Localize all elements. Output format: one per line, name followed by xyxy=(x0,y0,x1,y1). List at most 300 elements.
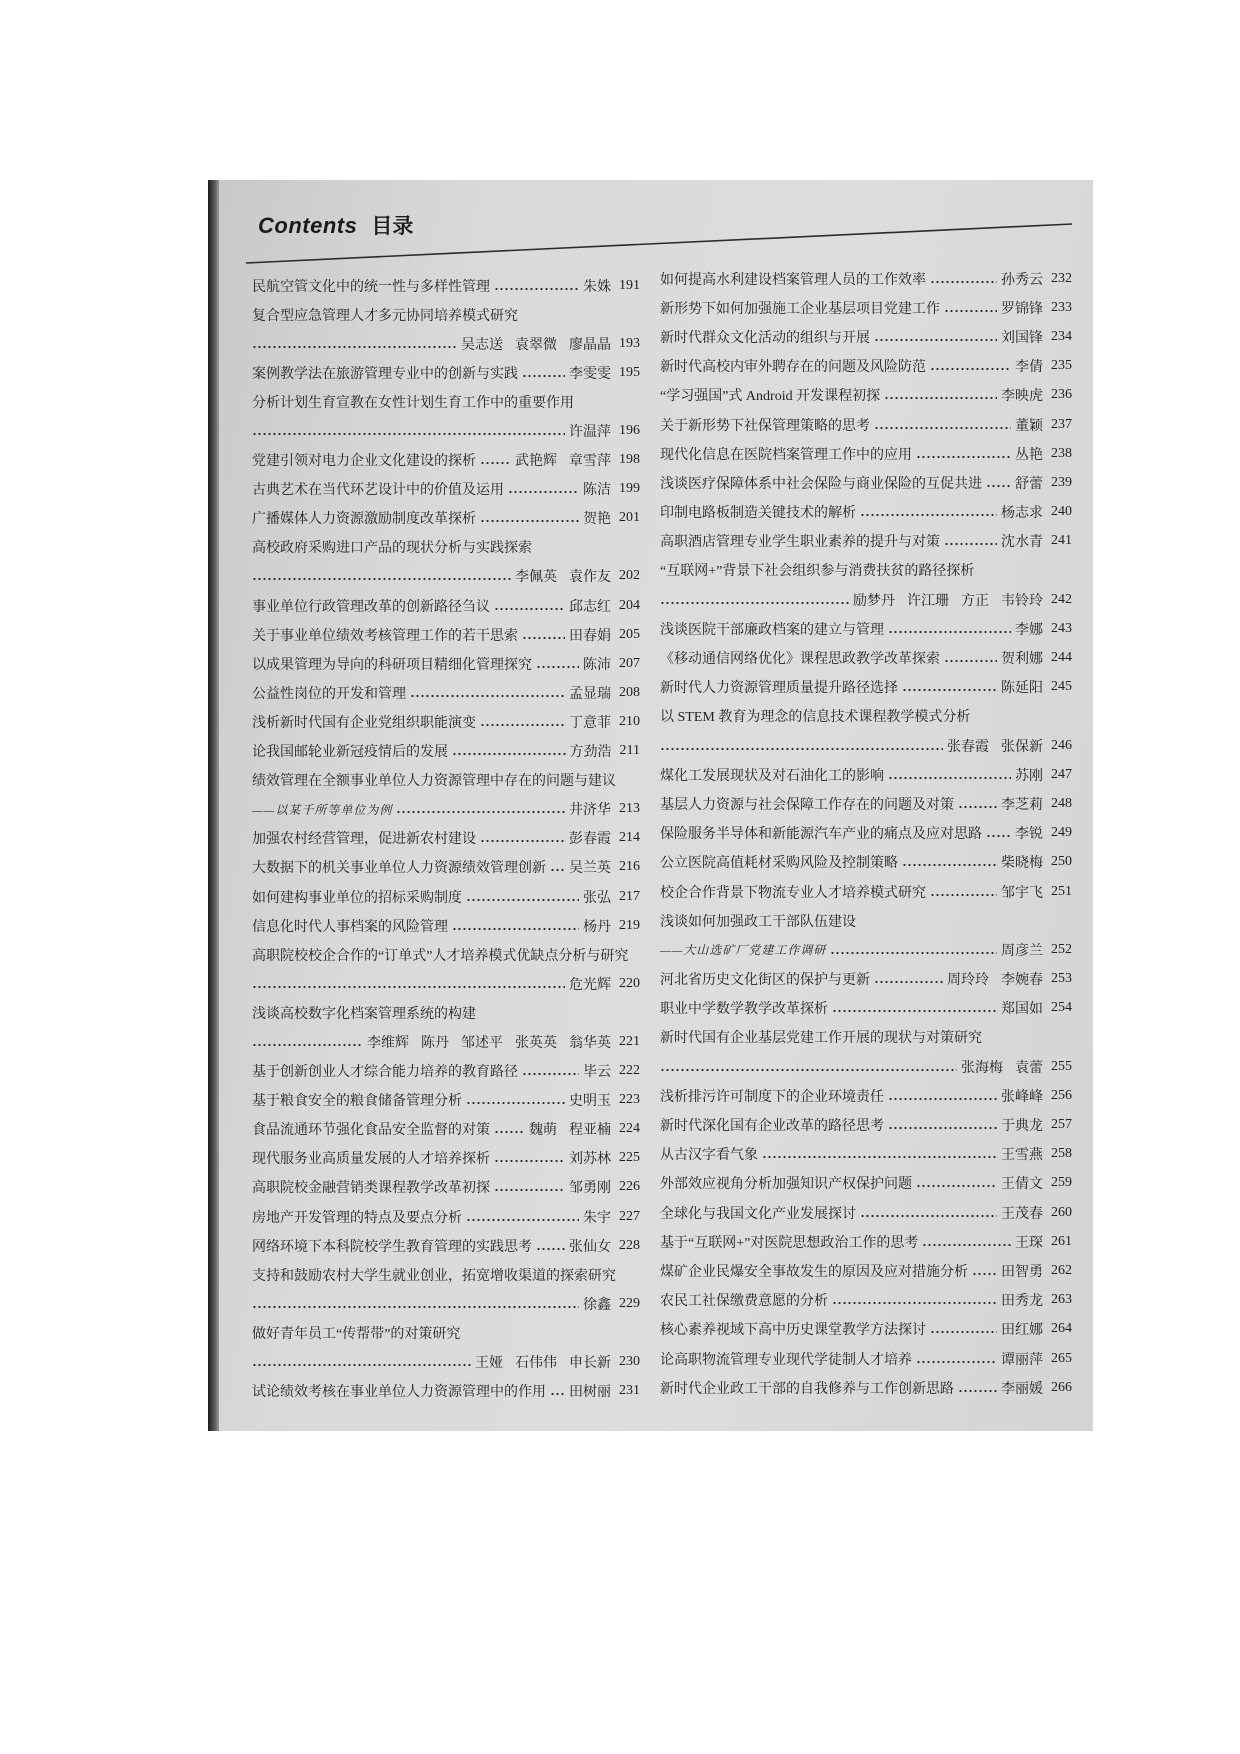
toc-left-column xyxy=(252,271,640,1406)
toc-entry-author: 武艳辉 xyxy=(515,454,557,470)
toc-entry-subtitle: ——以某千所等单位为例 xyxy=(252,802,393,817)
toc-entry-author: 李倩 xyxy=(1015,360,1043,376)
toc-entry-author: 李佩英 xyxy=(515,570,557,586)
toc-entry-title: 新时代深化国有企业改革的路径思考 xyxy=(660,1119,884,1135)
toc-entry-line xyxy=(660,673,1072,702)
toc-entry-author: 翁华英 xyxy=(569,1035,611,1051)
toc-entry-authors xyxy=(1015,619,1043,639)
toc-entry-title: 保险服务半导体和新能源汽车产业的痛点及应对思路 xyxy=(660,827,982,843)
toc-entry-author: 刘苏林 xyxy=(569,1152,611,1168)
toc-entry-author: 章雪萍 xyxy=(569,454,611,470)
toc-entry-author: 危光辉 xyxy=(569,977,611,993)
toc-entry-authors xyxy=(569,596,611,616)
toc-entry-line xyxy=(252,1144,640,1173)
toc-entry-author: 张春霞 xyxy=(947,739,989,755)
toc-entry-title: 关于新形势下社保管理策略的思考 xyxy=(660,418,870,434)
toc-entry-title: 分析计划生育宣教在女性计划生育工作中的重要作用 xyxy=(252,395,574,411)
toc-entry xyxy=(252,591,640,620)
toc-entry-title: 如何建构事业单位的招标采购制度 xyxy=(252,890,462,906)
toc-entry-author: 程亚楠 xyxy=(569,1123,611,1139)
toc-entry-line xyxy=(660,1110,1072,1139)
toc-entry-authors xyxy=(1001,1319,1043,1339)
toc-entry-authors xyxy=(1001,794,1043,814)
toc-entry-authors xyxy=(947,969,1043,989)
toc-entry-line xyxy=(252,591,640,620)
toc-entry-page: 234 xyxy=(1051,328,1072,344)
toc-entry xyxy=(660,498,1072,527)
toc-entry-authors xyxy=(1001,327,1043,347)
dot-leader xyxy=(916,1184,997,1188)
toc-entry-authors xyxy=(569,1177,611,1197)
dot-leader xyxy=(888,630,1011,634)
dot-leader xyxy=(930,1330,997,1334)
toc-entry-authors xyxy=(367,1032,611,1052)
toc-entry-line xyxy=(660,381,1072,410)
toc-entry-author: 石伟伟 xyxy=(515,1356,557,1372)
toc-entry xyxy=(252,1173,640,1202)
toc-entry-authors xyxy=(569,683,611,703)
toc-entry-title: 加强农村经营管理，促进新农村建设 xyxy=(252,832,476,848)
toc-entry-author: 方正 xyxy=(961,593,989,609)
dot-leader xyxy=(660,1068,957,1072)
toc-entry-author: 张弘 xyxy=(583,890,611,906)
toc-entry-author: 史明玉 xyxy=(569,1094,611,1110)
toc-entry xyxy=(660,1286,1072,1315)
toc-entry xyxy=(660,1227,1072,1256)
toc-entry-author: 田智勇 xyxy=(1001,1264,1043,1280)
toc-entry xyxy=(660,381,1072,410)
toc-entry-line xyxy=(252,1377,640,1406)
toc-entry-line xyxy=(660,556,1072,585)
toc-entry xyxy=(252,649,640,678)
toc-entry-title: 公立医院高值耗材采购风险及控制策略 xyxy=(660,856,898,872)
toc-entry xyxy=(660,439,1072,468)
toc-entry-authors xyxy=(1001,385,1043,405)
toc-entry-line xyxy=(252,824,640,853)
toc-entry-author: 李雯雯 xyxy=(569,366,611,382)
dot-leader xyxy=(494,607,565,611)
toc-entry-line xyxy=(252,1347,640,1376)
toc-entry xyxy=(252,504,640,533)
toc-entry-title: 职业中学数学教学改革探析 xyxy=(660,1002,828,1018)
toc-entry xyxy=(660,1081,1072,1110)
toc-entry-title: 新时代高校内审外聘存在的问题及风险防范 xyxy=(660,360,926,376)
toc-entry-author: 邹述平 xyxy=(461,1035,503,1051)
toc-entry-authors xyxy=(961,1057,1043,1077)
dot-leader xyxy=(888,776,1011,780)
toc-entry-page: 213 xyxy=(619,801,640,817)
dot-leader xyxy=(252,345,457,349)
toc-entry-authors xyxy=(1001,502,1043,522)
toc-entry-author: 李映虎 xyxy=(1001,389,1043,405)
dot-leader xyxy=(396,810,565,814)
toc-entry xyxy=(252,707,640,736)
toc-entry-line xyxy=(660,1198,1072,1227)
toc-entry xyxy=(252,1144,640,1173)
toc-entry-title: 案例教学法在旅游管理专业中的创新与实践 xyxy=(252,366,518,382)
dot-leader xyxy=(252,1043,363,1047)
toc-entry-page: 210 xyxy=(619,713,640,729)
toc-entry-authors xyxy=(1015,823,1043,843)
toc-entry-page: 257 xyxy=(1051,1117,1072,1133)
toc-entry-page: 219 xyxy=(619,917,640,933)
dot-leader xyxy=(494,1188,565,1192)
toc-entry-page: 211 xyxy=(619,743,640,759)
toc-entry-title: 新时代群众文化活动的组织与开展 xyxy=(660,330,870,346)
toc-entry-author: 陈丹 xyxy=(421,1035,449,1051)
toc-entry-line xyxy=(252,795,640,824)
toc-entry-title: 浅谈高校数字化档案管理系统的构建 xyxy=(252,1006,476,1022)
toc-entry-author: 朱宇 xyxy=(583,1210,611,1226)
toc-entry-author: 孟显瑞 xyxy=(569,686,611,702)
toc-entry xyxy=(252,1057,640,1086)
dot-leader xyxy=(986,484,1011,488)
dot-leader xyxy=(452,752,566,756)
toc-entry-title: 基于“互联网+”对医院思想政治工作的思考 xyxy=(660,1235,919,1251)
toc-entry-page: 216 xyxy=(619,859,640,875)
toc-entry-title: 论我国邮轮业新冠疫情后的发展 xyxy=(252,745,448,761)
toc-entry-title: 外部效应视角分析加强知识产权保护问题 xyxy=(660,1177,912,1193)
toc-entry xyxy=(660,1256,1072,1285)
toc-entry-author: 罗锦锋 xyxy=(1001,301,1043,317)
toc-entry-page: 249 xyxy=(1051,825,1072,841)
toc-entry xyxy=(252,882,640,911)
toc-entry-author: 舒蕾 xyxy=(1015,476,1043,492)
toc-entry-page: 223 xyxy=(619,1092,640,1108)
toc-entry-page: 241 xyxy=(1051,533,1072,549)
dot-leader xyxy=(832,1301,997,1305)
dot-leader xyxy=(252,577,511,581)
toc-entry-title: 房地产开发管理的特点及要点分析 xyxy=(252,1210,462,1226)
toc-entry-title: 关于事业单位绩效考核管理工作的若干思索 xyxy=(252,628,518,644)
toc-entry-title: 新形势下如何加强施工企业基层项目党建工作 xyxy=(660,301,940,317)
toc-entry-authors xyxy=(461,334,611,354)
toc-entry-title: 党建引领对电力企业文化建设的探析 xyxy=(252,454,476,470)
toc-entry-page: 226 xyxy=(619,1179,640,1195)
toc-entry-author: 贺利娜 xyxy=(1001,652,1043,668)
toc-entry-line xyxy=(252,1289,640,1318)
toc-entry-line xyxy=(660,1140,1072,1169)
toc-entry xyxy=(252,911,640,940)
toc-entry xyxy=(660,293,1072,322)
toc-entry-line xyxy=(252,446,640,475)
toc-entry-line xyxy=(660,643,1072,672)
toc-entry-author: 申长新 xyxy=(569,1356,611,1372)
toc-entry-page: 258 xyxy=(1051,1146,1072,1162)
toc-entry-line xyxy=(660,877,1072,906)
toc-entry-line xyxy=(252,1115,640,1144)
toc-entry-page: 250 xyxy=(1051,854,1072,870)
toc-entry-author: 柴晓梅 xyxy=(1001,856,1043,872)
toc-entry-line xyxy=(252,387,640,416)
toc-entry xyxy=(252,446,640,475)
toc-entry-page: 260 xyxy=(1051,1204,1072,1220)
dot-leader xyxy=(944,659,997,663)
dot-leader xyxy=(922,1243,1011,1247)
toc-entry-authors xyxy=(569,363,611,383)
toc-entry-title: 民航空管文化中的统一性与多样性管理 xyxy=(252,279,490,295)
toc-entry-author: 王琛 xyxy=(1015,1235,1043,1251)
toc-entry xyxy=(660,965,1072,994)
toc-entry-line xyxy=(252,1231,640,1260)
toc-entry-author: 张仙女 xyxy=(569,1239,611,1255)
toc-entry-page: 247 xyxy=(1051,766,1072,782)
dot-leader xyxy=(480,461,511,465)
toc-entry xyxy=(660,1344,1072,1373)
toc-entry-line xyxy=(660,1315,1072,1344)
toc-entry-page: 245 xyxy=(1051,679,1072,695)
toc-entry-authors xyxy=(569,857,611,877)
toc-entry-author: 孙秀云 xyxy=(1001,272,1043,288)
toc-entry-line xyxy=(252,707,640,736)
toc-entry-authors xyxy=(1001,882,1043,902)
toc-entry xyxy=(252,824,640,853)
toc-entry-page: 195 xyxy=(619,364,640,380)
toc-entry-line xyxy=(660,527,1072,556)
toc-entry-author: 徐鑫 xyxy=(583,1297,611,1313)
toc-entry xyxy=(660,1140,1072,1169)
dot-leader xyxy=(874,980,943,984)
toc-entry-line xyxy=(252,853,640,882)
toc-entry-line xyxy=(660,1052,1072,1081)
toc-entry-authors xyxy=(515,566,611,586)
dot-leader xyxy=(930,280,997,284)
toc-entry-author: 李芝莉 xyxy=(1001,797,1043,813)
toc-entry-title: 信息化时代人事档案的风险管理 xyxy=(252,919,448,935)
toc-entry-page: 225 xyxy=(619,1150,640,1166)
toc-entry-page: 204 xyxy=(619,597,640,613)
toc-entry-author: 毕云 xyxy=(583,1065,611,1081)
toc-entry-page: 229 xyxy=(619,1295,640,1311)
toc-entry-line xyxy=(660,1023,1072,1052)
dot-leader xyxy=(550,868,565,872)
toc-entry-line xyxy=(660,789,1072,818)
toc-entry-author: 丁意菲 xyxy=(569,715,611,731)
toc-entry-page: 193 xyxy=(619,335,640,351)
toc-entry-line xyxy=(252,475,640,504)
toc-entry-page: 265 xyxy=(1051,1350,1072,1366)
toc-entry xyxy=(660,468,1072,497)
toc-entry-title: 浅谈医院干部廉政档案的建立与管理 xyxy=(660,622,884,638)
toc-entry-line xyxy=(660,439,1072,468)
toc-entry xyxy=(252,300,640,358)
toc-entry-title: 公益性岗位的开发和管理 xyxy=(252,686,406,702)
toc-entry-author: 王倩文 xyxy=(1001,1177,1043,1193)
toc-entry-authors xyxy=(583,1207,611,1227)
dot-leader xyxy=(958,805,997,809)
dot-leader xyxy=(916,455,1011,459)
toc-entry xyxy=(660,264,1072,293)
toc-entry xyxy=(660,994,1072,1023)
toc-header xyxy=(258,210,413,240)
toc-entry-title: 大数据下的机关事业单位人力资源绩效管理创新 xyxy=(252,861,546,877)
toc-entry-line xyxy=(252,1202,640,1231)
toc-entry-author: 田红娜 xyxy=(1001,1323,1043,1339)
contents-heading: Contents xyxy=(258,213,358,238)
toc-entry-title: 绩效管理在全额事业单位人力资源管理中存在的问题与建议 xyxy=(252,774,616,790)
toc-entry-page: 198 xyxy=(619,452,640,468)
toc-entry-line xyxy=(252,969,640,998)
toc-entry-title: 支持和鼓励农村大学生就业创业，拓宽增收渠道的探索研究 xyxy=(252,1268,616,1284)
toc-entry-author: 吴兰英 xyxy=(569,861,611,877)
toc-entry-line xyxy=(660,994,1072,1023)
toc-entry xyxy=(660,702,1072,760)
toc-entry-line xyxy=(252,649,640,678)
dot-leader xyxy=(660,747,943,751)
toc-entry-author: 丛艳 xyxy=(1015,447,1043,463)
toc-entry xyxy=(252,271,640,300)
toc-entry xyxy=(660,1315,1072,1344)
toc-entry-line xyxy=(660,731,1072,760)
toc-entry-author: 沈水青 xyxy=(1001,535,1043,551)
toc-entry-authors xyxy=(569,1236,611,1256)
toc-entry-author: 田春娟 xyxy=(569,628,611,644)
toc-entry-authors xyxy=(1015,765,1043,785)
toc-entry xyxy=(252,387,640,445)
toc-entry-author: 郑国如 xyxy=(1001,1002,1043,1018)
toc-entry xyxy=(252,678,640,707)
toc-entry-authors xyxy=(1001,531,1043,551)
toc-entry xyxy=(660,643,1072,672)
toc-entry-line xyxy=(660,1081,1072,1110)
toc-entry-title: 古典艺术在当代环艺设计中的价值及运用 xyxy=(252,483,504,499)
toc-entry-title: 现代服务业高质量发展的人才培养探析 xyxy=(252,1152,490,1168)
toc-entry-author: 邹勇刚 xyxy=(569,1181,611,1197)
toc-entry xyxy=(660,1110,1072,1139)
toc-entry-authors xyxy=(1001,298,1043,318)
toc-entry-title: 做好青年员工“传帮带”的对策研究 xyxy=(252,1326,461,1342)
toc-entry-authors xyxy=(570,741,612,761)
toc-entry-page: 221 xyxy=(619,1033,640,1049)
toc-entry-author: 邱志红 xyxy=(569,599,611,615)
toc-entry xyxy=(252,475,640,504)
dot-leader xyxy=(494,1130,525,1134)
toc-entry-author: 贺艳 xyxy=(583,512,611,528)
toc-entry-authors xyxy=(569,421,611,441)
dot-leader xyxy=(884,396,997,400)
toc-entry xyxy=(660,819,1072,848)
toc-entry-author: 陈延阳 xyxy=(1001,681,1043,697)
toc-entry-author: 李锐 xyxy=(1015,827,1043,843)
toc-entry-author: 朱姝 xyxy=(583,279,611,295)
toc-entry-line xyxy=(252,1086,640,1115)
dot-leader xyxy=(972,1272,997,1276)
toc-entry-author: 彭春霞 xyxy=(569,832,611,848)
toc-entry-title: 高校政府采购进口产品的现状分析与实践探索 xyxy=(252,541,532,557)
toc-entry xyxy=(252,620,640,649)
dot-leader xyxy=(252,1363,471,1367)
toc-entry-author: 田树丽 xyxy=(569,1385,611,1401)
dot-leader xyxy=(930,367,1011,371)
toc-entry-author: 张海梅 xyxy=(961,1060,1003,1076)
toc-entry-author: 李婉春 xyxy=(1001,973,1043,989)
dot-leader xyxy=(480,723,565,727)
toc-entry xyxy=(660,760,1072,789)
toc-entry-page: 239 xyxy=(1051,474,1072,490)
toc-entry-authors xyxy=(1001,1144,1043,1164)
toc-entry xyxy=(252,998,640,1056)
toc-entry xyxy=(660,410,1072,439)
toc-entry-page: 264 xyxy=(1051,1321,1072,1337)
toc-entry-page: 240 xyxy=(1051,504,1072,520)
toc-entry-title: 新时代国有企业基层党建工作开展的现状与对策研究 xyxy=(660,1031,982,1047)
toc-entry-line xyxy=(660,468,1072,497)
toc-entry xyxy=(252,1086,640,1115)
toc-entry xyxy=(252,533,640,591)
dot-leader xyxy=(466,1218,579,1222)
toc-entry-page: 243 xyxy=(1051,620,1072,636)
toc-entry-line xyxy=(252,358,640,387)
toc-entry-line xyxy=(660,498,1072,527)
toc-entry-title: 《移动通信网络优化》课程思政教学改革探索 xyxy=(660,652,940,668)
toc-entry-authors xyxy=(1001,940,1043,960)
toc-entry-page: 236 xyxy=(1051,387,1072,403)
dot-leader xyxy=(874,338,997,342)
toc-entry-authors xyxy=(475,1352,611,1372)
dot-leader xyxy=(660,601,849,605)
toc-entry-page: 235 xyxy=(1051,358,1072,374)
toc-entry-page: 208 xyxy=(619,684,640,700)
toc-entry-title: 以成果管理为导向的科研项目精细化管理探究 xyxy=(252,657,532,673)
dot-leader xyxy=(410,694,565,698)
toc-entry-line xyxy=(252,998,640,1027)
toc-entry-authors xyxy=(1001,1290,1043,1310)
toc-entry-line xyxy=(252,911,640,940)
toc-entry-page: 254 xyxy=(1051,1000,1072,1016)
toc-entry-title: 浅谈医疗保障体系中社会保险与商业保险的互促共进 xyxy=(660,476,982,492)
dot-leader xyxy=(494,1159,565,1163)
dot-leader xyxy=(860,513,997,517)
toc-entry-author: 陈沛 xyxy=(583,657,611,673)
toc-entry-authors xyxy=(583,276,611,296)
toc-entry-line xyxy=(660,1344,1072,1373)
toc-entry-authors xyxy=(1015,1232,1043,1252)
toc-entry-page: 202 xyxy=(619,568,640,584)
dot-leader xyxy=(252,985,565,989)
toc-entry-author: 李娜 xyxy=(1015,622,1043,638)
toc-entry xyxy=(660,789,1072,818)
dot-leader xyxy=(944,542,997,546)
toc-entry-title: 校企合作背景下物流专业人才培养模式研究 xyxy=(660,885,926,901)
toc-entry-line xyxy=(252,737,640,766)
toc-entry xyxy=(660,322,1072,351)
dot-leader xyxy=(944,309,997,313)
toc-entry-page: 201 xyxy=(619,510,640,526)
dot-leader xyxy=(832,1009,997,1013)
toc-entry-page: 220 xyxy=(619,975,640,991)
toc-entry-line xyxy=(660,322,1072,351)
toc-entry-title: 核心素养视域下高中历史课堂教学方法探讨 xyxy=(660,1323,926,1339)
toc-entry xyxy=(252,766,640,824)
toc-entry-author: 吴志送 xyxy=(461,337,503,353)
toc-entry xyxy=(252,737,640,766)
toc-entry-page: 244 xyxy=(1051,650,1072,666)
toc-entry xyxy=(252,1377,640,1406)
toc-entry-line xyxy=(252,300,640,329)
toc-entry-title: 食品流通环节强化食品安全监督的对策 xyxy=(252,1123,490,1139)
toc-entry-title: 印制电路板制造关键技术的解析 xyxy=(660,506,856,522)
toc-entry-author: 刘国锋 xyxy=(1001,330,1043,346)
toc-entry-page: 214 xyxy=(619,830,640,846)
toc-entry-title: 煤矿企业民爆安全事故发生的原因及应对措施分析 xyxy=(660,1264,968,1280)
toc-entry-author: 张保新 xyxy=(1001,739,1043,755)
binding-shadow xyxy=(208,180,219,1431)
toc-entry-author: 于典龙 xyxy=(1001,1119,1043,1135)
toc-entry-page: 252 xyxy=(1051,941,1072,957)
dot-leader xyxy=(958,1389,997,1393)
dot-leader xyxy=(522,374,565,378)
toc-entry-authors xyxy=(583,887,611,907)
